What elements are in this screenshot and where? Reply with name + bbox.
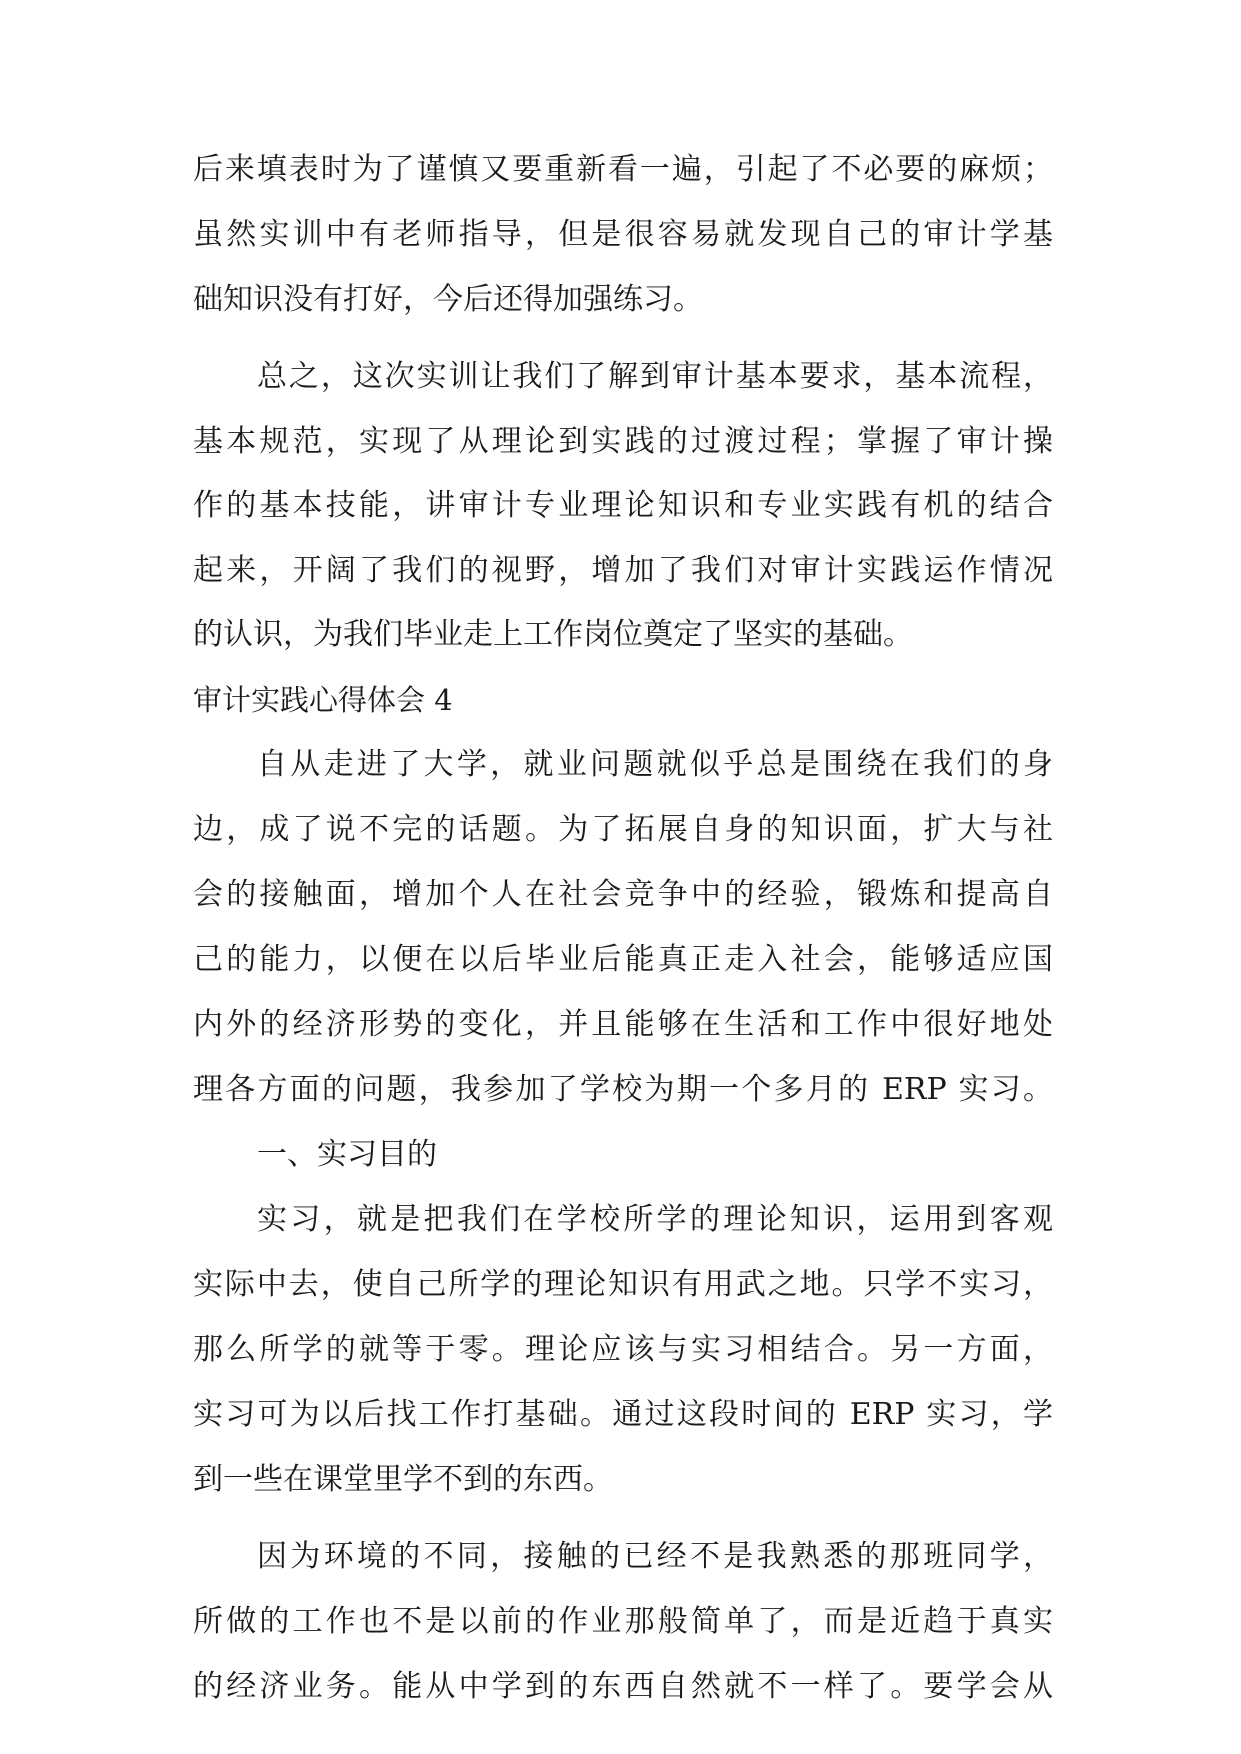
text-line: 所做的工作也不是以前的作业那般简单了，而是近趋于真实 [193, 1604, 1053, 1639]
paragraph-first-line: 自从走进了大学，就业问题就似乎总是围绕在我们的身 [257, 747, 1053, 782]
paragraph-first-line: 实习，就是把我们在学校所学的理论知识，运用到客观 [257, 1202, 1053, 1237]
text-line: 虽然实训中有老师指导，但是很容易就发现自己的审计学基 [193, 217, 1053, 252]
text-line: 到一些在课堂里学不到的东西。 [193, 1462, 613, 1497]
text-line: 基本规范，实现了从理论到实践的过渡过程；掌握了审计操 [193, 424, 1053, 459]
text-line: 后来填表时为了谨慎又要重新看一遍，引起了不必要的麻烦； [193, 152, 1053, 187]
text-line: 那么所学的就等于零。理论应该与实习相结合。另一方面， [193, 1332, 1053, 1367]
text-line: 的认识，为我们毕业走上工作岗位奠定了坚实的基础。 [193, 617, 913, 652]
text-line: 作的基本技能，讲审计专业理论知识和专业实践有机的结合 [193, 488, 1053, 523]
text-line: 理各方面的问题，我参加了学校为期一个多月的 ERP 实习。 [193, 1072, 1053, 1107]
text-line: 起来，开阔了我们的视野，增加了我们对审计实践运作情况 [193, 553, 1053, 588]
text-line: 边，成了说不完的话题。为了拓展自身的知识面，扩大与社 [193, 812, 1053, 847]
text-line: 实习可为以后找工作打基础。通过这段时间的 ERP 实习，学 [193, 1397, 1053, 1432]
section-heading: 审计实践心得体会 4 [193, 683, 453, 717]
text-line: 会的接触面，增加个人在社会竞争中的经验，锻炼和提高自 [193, 877, 1053, 912]
text-line: 己的能力，以便在以后毕业后能真正走入社会，能够适应国 [193, 942, 1053, 977]
text-line: 实际中去，使自己所学的理论知识有用武之地。只学不实习， [193, 1267, 1053, 1302]
text-line: 内外的经济形势的变化，并且能够在生活和工作中很好地处 [193, 1007, 1053, 1042]
subsection-heading: 一、实习目的 [257, 1137, 437, 1172]
text-line: 的经济业务。能从中学到的东西自然就不一样了。要学会从 [193, 1669, 1053, 1704]
paragraph-first-line: 总之，这次实训让我们了解到审计基本要求，基本流程， [257, 359, 1053, 394]
paragraph-first-line: 因为环境的不同，接触的已经不是我熟悉的那班同学， [257, 1539, 1053, 1574]
text-line: 础知识没有打好，今后还得加强练习。 [193, 282, 703, 317]
